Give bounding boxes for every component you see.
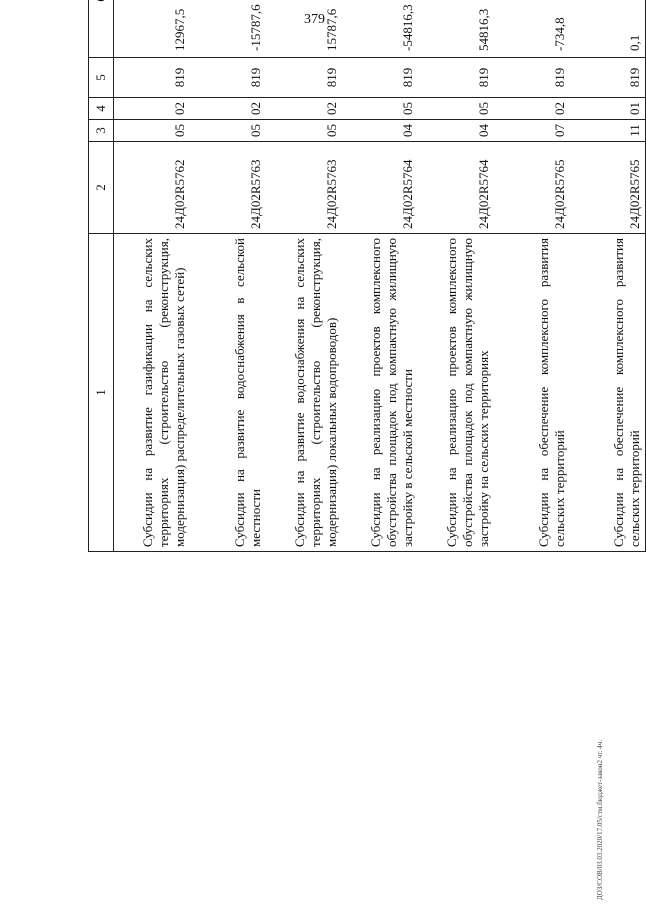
expense-type-cell: 819 <box>418 58 494 98</box>
code-cell: 24Д02R5764 <box>418 142 494 234</box>
description-cell: Субсидии на развитие газификации на сельских территориях (строительство (реконструкция, модернизация) распределительных газовых сетей) <box>114 234 190 552</box>
table-row <box>342 0 418 552</box>
table-row <box>418 0 494 552</box>
header-cell <box>89 0 114 58</box>
header-cell: 5 <box>89 58 114 98</box>
subsection-cell: 05 <box>342 98 418 120</box>
section-cell: 05 <box>114 120 190 142</box>
header-row <box>89 0 114 552</box>
subsection-cell: 02 <box>190 98 266 120</box>
description-cell: Субсидии на развитие водоснабжения на сельских территориях (строительство (реконструкция, модернизация) локальных водопроводов) <box>266 234 342 552</box>
section-cell: 05 <box>266 120 342 142</box>
amount-cell: 54816,3 <box>418 0 494 58</box>
table-row <box>114 0 190 552</box>
description-cell: Субсидии на реализацию проектов комплексного обустройства площадок под компактную жилищную застройку на сельских территориях <box>418 234 494 552</box>
subsection-cell: 02 <box>266 98 342 120</box>
description-cell: Субсидии на обеспечение комплексного развития сельских территорий <box>494 234 570 552</box>
amount-cell: 12967,5 <box>114 0 190 58</box>
code-cell: 24Д02R5762 <box>114 142 190 234</box>
subsection-cell: 02 <box>494 98 570 120</box>
code-cell: 24Д02R5765 <box>494 142 570 234</box>
amount-cell: 0,1 <box>570 0 646 58</box>
description-cell: Субсидии на обеспечение комплексного развития сельских территорий <box>570 234 646 552</box>
table-row <box>190 0 266 552</box>
header-cell: 4 <box>89 98 114 120</box>
expense-type-cell: 819 <box>570 58 646 98</box>
section-cell: 04 <box>342 120 418 142</box>
subsection-cell: 02 <box>114 98 190 120</box>
budget-table <box>88 0 646 552</box>
section-cell: 04 <box>418 120 494 142</box>
header-cell: 1 <box>89 234 114 552</box>
amount-cell: 15787,6 <box>266 0 342 58</box>
expense-type-cell: 819 <box>114 58 190 98</box>
code-cell: 24Д02R5765 <box>570 142 646 234</box>
table-row <box>494 0 570 552</box>
code-cell: 24Д02R5763 <box>266 142 342 234</box>
amount-cell: -15787,6 <box>190 0 266 58</box>
table-row <box>570 0 646 552</box>
amount-cell: -734,8 <box>494 0 570 58</box>
header-cell: 2 <box>89 142 114 234</box>
section-cell: 07 <box>494 120 570 142</box>
expense-type-cell: 819 <box>342 58 418 98</box>
description-cell: Субсидии на реализацию проектов комплексного обустройства площадок под компактную жилищную застройку в сельской местности <box>342 234 418 552</box>
section-cell: 11 <box>570 120 646 142</box>
subsection-cell: 01 <box>570 98 646 120</box>
expense-type-cell: 819 <box>494 58 570 98</box>
header-cell: 3 <box>89 120 114 142</box>
code-cell: 24Д02R5764 <box>342 142 418 234</box>
page-number: 379 <box>304 12 325 27</box>
table-row <box>266 0 342 552</box>
expense-type-cell: 819 <box>190 58 266 98</box>
rotated-table-container <box>88 0 642 552</box>
code-cell: 24Д02R5763 <box>190 142 266 234</box>
side-note: ДОЗ/СОВ/03.03.2020/17.05/стм.бюджет-закон2 чт. 4ч. <box>596 739 604 900</box>
amount-cell: -54816,3 <box>342 0 418 58</box>
section-cell: 05 <box>190 120 266 142</box>
subsection-cell: 05 <box>418 98 494 120</box>
description-cell: Субсидии на развитие водоснабжения в сельской местности <box>190 234 266 552</box>
expense-type-cell: 819 <box>266 58 342 98</box>
